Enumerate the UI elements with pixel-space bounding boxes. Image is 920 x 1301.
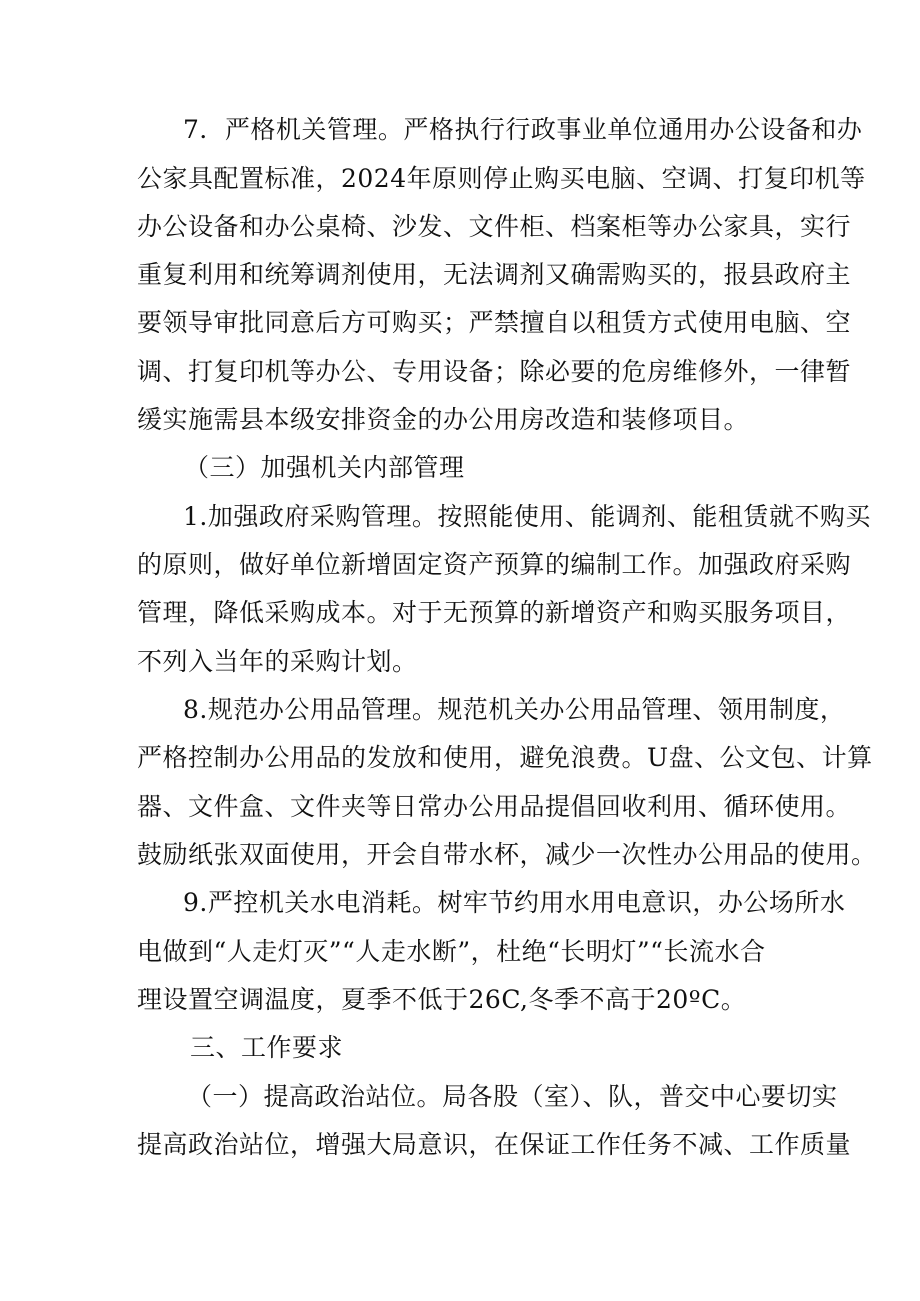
paragraph-1-line-2: 的原则，做好单位新增固定资产预算的编制工作。加强政府采购 (137, 550, 852, 579)
paragraph-7-line-7: 缓实施需县本级安排资金的办公用房改造和装修项目。 (137, 405, 750, 434)
paragraph-1-line-4: 不列入当年的采购计划。 (137, 647, 418, 676)
paragraph-9-line-2: 电做到“人走灯灭”“人走水断”，杜绝“长明灯”“长流水合 (137, 937, 766, 966)
paragraph-7-line-6: 调、打复印机等办公、专用设备；除必要的危房维修外，一律暂 (137, 357, 852, 386)
paragraph-9-line-3: 理设置空调温度，夏季不低于26C,冬季不高于20ºC。 (137, 985, 747, 1014)
paragraph-7-line-3: 办公设备和办公桌椅、沙发、文件柜、档案柜等办公家具，实行 (137, 212, 852, 241)
paragraph-1-line-1: 1.加强政府采购管理。按照能使用、能调剂、能租赁就不购买 (183, 502, 871, 531)
paragraph-1-line-3: 管理，降低采购成本。对于无预算的新增资产和购买服务项目， (137, 598, 852, 627)
section-heading-work-requirements: 三、工作要求 (190, 1033, 344, 1062)
paragraph-7-line-5: 要领导审批同意后方可购买；严禁擅自以租赁方式使用电脑、空 (137, 308, 852, 337)
paragraph-7-line-4: 重复利用和统筹调剂使用，无法调剂又确需购买的，报县政府主 (137, 260, 852, 289)
paragraph-9-line-1: 9.严控机关水电消耗。树牢节约用水用电意识，办公场所水 (183, 888, 846, 917)
paragraph-8-line-2: 严格控制办公用品的发放和使用，避免浪费。U盘、公文包、计算 (137, 743, 873, 772)
paragraph-8-line-1: 8.规范办公用品管理。规范机关办公用品管理、领用制度， (183, 695, 846, 724)
paragraph-7-line-1: 7．严格机关管理。严格执行行政事业单位通用办公设备和办 (183, 115, 863, 144)
paragraph-req-1-line-1: （一）提高政治站位。局各股（室）、队，普交中心要切实 (187, 1082, 838, 1111)
paragraph-8-line-3: 器、文件盒、文件夹等日常办公用品提倡回收利用、循环使用。 (137, 792, 852, 821)
paragraph-req-1-line-2: 提高政治站位，增强大局意识，在保证工作任务不减、工作质量 (137, 1130, 852, 1159)
paragraph-7-line-2: 公家具配置标准，2024年原则停止购买电脑、空调、打复印机等 (137, 164, 866, 193)
section-heading-3: （三）加强机关内部管理 (184, 453, 465, 482)
paragraph-8-line-4: 鼓励纸张双面使用，开会自带水杯，减少一次性办公用品的使用。 (137, 840, 877, 869)
